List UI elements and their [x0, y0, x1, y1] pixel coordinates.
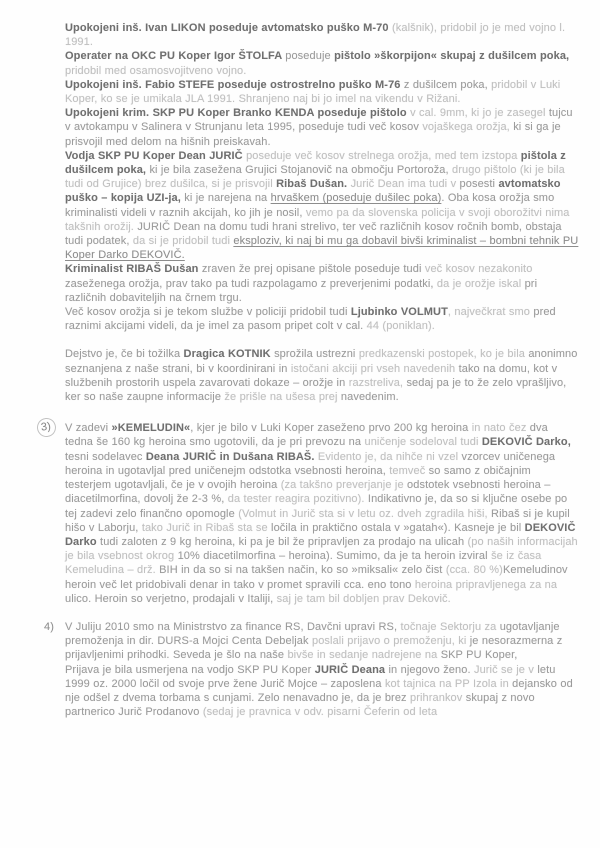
paragraph: [44, 620, 579, 663]
text-run: odstotek vsebnosti heroina – diacetilmorfina, dovolj že 2-3 %,: [65, 479, 551, 506]
text-run: posesti: [459, 178, 499, 191]
text-run: Deana JURIČ in Dušana RIBAŠ.: [145, 450, 318, 463]
text-run: z dušilcem poka,: [403, 78, 492, 91]
document-body: [40, 21, 579, 848]
text-run: da je orožje iskal: [436, 277, 525, 290]
text-run: Evidento je, da nihče ni vzel: [317, 450, 462, 463]
text-run: DEKOVIČ Darko,: [481, 436, 571, 449]
text-run: JURIČ Deana: [314, 663, 389, 676]
paragraph: [65, 106, 579, 149]
text-run: kot tajnica na PP Izola in: [384, 677, 513, 690]
list-number: 4): [44, 620, 54, 633]
text-run: eksploziv, ki naj bi mu ga dobavil bivši kriminalist – bombni tehnik PU Koper Darko DEKOVIČ.: [65, 235, 579, 262]
text-run: tesni sodelavec: [65, 450, 146, 463]
text-run: (kalšnik), pridobil jo je med vojno l. 1991.: [65, 22, 566, 49]
text-run: ulico. Heroin so verjetno, prodajali v Italiji,: [65, 592, 277, 605]
text-run: Dragica KOTNIK: [183, 348, 275, 361]
paragraph: [65, 347, 579, 404]
text-run: Operater na OKC PU Koper Igor ŠTOLFA: [65, 50, 286, 63]
text-run: zraven že prej opisane pištole poseduje tudi: [201, 263, 425, 276]
text-run: ločila in praktično ostala v »gatah«). Kasneje je bil: [271, 521, 525, 534]
text-run: vojaškega orožja,: [422, 121, 514, 134]
text-run: poslali prijavo o premoženju, ki: [311, 635, 470, 648]
text-run: Kriminalist RIBAŠ Dušan: [65, 263, 202, 276]
text-run: »KEMELUDIN«: [111, 422, 191, 435]
text-run: da tester reagira pozitivno).: [227, 493, 368, 506]
text-run: V zadevi: [65, 422, 112, 435]
text-run: pridobil med osamosvojitveno vojno.: [65, 64, 247, 77]
text-run: Dejstvo je, če bi tožilka: [65, 348, 184, 361]
text-run: pištolo »škorpijon« skupaj z dušilcem poka,: [334, 50, 570, 63]
text-run: Ribaš Dušan.: [276, 178, 351, 191]
text-run: razstreliva,: [348, 376, 407, 389]
paragraph: [65, 21, 579, 49]
text-run: Upokojeni krim. SKP PU Koper Branko KENDA poseduje pištolo: [65, 107, 411, 120]
text-run: (po naših informacijah je bila vsebnost okrog: [65, 535, 578, 563]
list-number-circled: 3): [36, 417, 57, 438]
text-run: več kosov nezakonito: [424, 263, 533, 276]
text-run: SKP PU Koper,: [440, 649, 518, 662]
text-run: Prijava je bila usmerjena na vodjo SKP PU Koper: [65, 663, 315, 676]
text-run: . Oba kosa orožja smo kriminalisti videli v raznih akcijah, ko jih je nosil,: [65, 192, 555, 219]
text-run: ugotavljanje premoženja in dir. DURS-a Mojci Centa Debeljak: [65, 620, 560, 648]
paragraph: [65, 663, 579, 720]
text-run: V Juliju 2010 smo na Ministrstvo za finance RS, Davčni upravi RS,: [65, 620, 401, 633]
text-run: tujcu v avtokampu v Salinera v Strunjanu leta 1995, poseduje tudi več kosov: [65, 107, 573, 134]
text-run: ki si ga je prisvojil med delom na hišnih preiskavah.: [65, 121, 561, 148]
text-run: v cal. 9mm, ki jo je zasegel: [410, 107, 549, 120]
text-run: pridobil v Luki Koper, ko se je umikala JLA 1991. Shranjeno naj bi jo imel na vikendu v Rižani.: [65, 78, 561, 106]
text-run: da si je pridobil tudi: [132, 235, 234, 248]
text-run: heroina pripravljenega za na: [414, 578, 558, 591]
text-run: predkazenski postopek, ko je bila: [358, 348, 529, 361]
text-run: (Volmut in Jurič sta si v letu oz. dveh zgradila hiši,: [238, 507, 492, 520]
text-run: JURIČ Dean na domu tudi hrani strelivo, ter več različnih kosov ročnih bomb, obstaja tudi podatek,: [65, 220, 562, 248]
text-run: 44 (poniklan).: [366, 320, 435, 333]
text-run: in njegovo ženo.: [388, 663, 474, 676]
text-run: skupaj z novo partnerico Jurič Prodanovo: [65, 691, 535, 719]
paragraph: [65, 149, 579, 263]
text-run: , kjer je bilo v Luki Koper zaseženo prvo 200 kg heroina: [190, 422, 472, 435]
text-run: Ljubinko VOLMUT: [350, 306, 448, 319]
text-run: poseduje več kosov strelnega orožja, med tem izstopa: [246, 149, 521, 162]
text-run: saj je tam bil dobljen prav Dekovič.: [276, 592, 451, 605]
text-run: točnaje Sektorju za: [400, 620, 500, 633]
text-run: tudi zaloten z 9 kg heroina, ki pa je bil že pripravljen za prodajo na ulicah: [100, 535, 468, 548]
text-run: Kemeludinov heroin več let pridobivali denar in tako v promet spravili cca. eno tono: [65, 564, 568, 591]
text-run: zaseženega orožja, prav tako pa tudi razpolagamo z preverjenimi podatki,: [65, 277, 437, 290]
text-run: uničenje sodeloval tudi: [364, 436, 482, 449]
text-run: pištola z dušilcem poka,: [65, 149, 566, 177]
text-run: letu 1999 oz. 2000 ločil od svoje prve žene Jurič Mojce – zaposlena: [65, 663, 556, 690]
text-run: sedaj pa je to že zelo vprašljivo, ker so naše zaupne informacije: [65, 376, 567, 404]
text-run: prihrankov: [410, 691, 466, 704]
text-run: pred raznimi akcijami videli, da je imel za pasom pripet colt v cal.: [65, 306, 556, 333]
text-run: Vodja SKP PU Koper Dean JURIČ: [65, 149, 247, 162]
text-run: hrvaškem (poseduje dušilec poka): [270, 192, 442, 205]
text-run: istočani akciji pri vseh navedenih: [290, 362, 459, 375]
text-run: Upokojeni inš. Ivan LIKON poseduje avtomatsko puško M-70: [65, 22, 392, 34]
text-run: dejansko od nje odšel z dvema torbama s cunjami. Zelo nenavadno je, da je brez: [65, 677, 573, 704]
text-run: avtomatsko puško – kopija UZI-ja,: [65, 178, 561, 205]
text-run: , največkrat smo: [447, 306, 534, 319]
paragraph: [40, 420, 579, 606]
text-run: bivše in sedanje nadrejene na: [287, 649, 441, 662]
text-run: in nato čez: [471, 422, 530, 435]
text-run: DEKOVIČ Darko: [65, 521, 576, 548]
text-run: navedenim.: [340, 391, 399, 404]
text-run: so samo z običajnim testerjem ugotavljali, če je v ovojih heroina: [65, 464, 531, 492]
text-run: Ribaš si je kupil hišo v Laborju,: [65, 507, 570, 534]
paragraph: [65, 78, 579, 106]
text-run: 10% diacetilmorfina – heroina). Sumimo, da je ta heroin izviral: [177, 550, 492, 563]
text-run: poseduje: [285, 50, 335, 63]
text-run: sprožila ustrezni: [274, 348, 359, 361]
text-run: še iz časa Kemeludina – drž.: [65, 550, 542, 577]
text-run: anonimno seznanjena z naše strani, bi v koordinirani in: [65, 348, 578, 375]
text-run: ki je bila zasežena Grujici Stojanovič na območju Portoroža,: [149, 164, 453, 177]
text-run: (cca. 80 %): [445, 564, 503, 577]
text-run: tako Jurič in Ribaš sta se: [141, 521, 272, 534]
paragraph: [65, 49, 579, 77]
text-run: Več kosov orožja si je tekom službe v policiji pridobil tudi: [65, 306, 351, 319]
paragraph: [65, 262, 579, 305]
text-run: Jurič se je v: [473, 663, 538, 676]
text-run: vzorcev uničenega heroina in ugotavljal pred uničenejm odstotka vsebnosti heroina,: [65, 450, 556, 477]
text-run: vemo pa da slovenska policija v svoji oborožitvi nima takšnih orožij.: [65, 206, 570, 233]
paragraph: [65, 305, 579, 333]
text-run: Indikativno je, da so si ključne osebe po tej zadevi zelo finančno opomogle: [65, 493, 568, 520]
text-run: dva tedna še 160 kg heroina smo ugotovili, da je pri prevozu na: [65, 422, 548, 449]
text-run: ki je narejena na: [184, 192, 271, 205]
text-run: tako na domu, kot v službenih prostorih uspela zavarovati dokaze – orožje in: [65, 362, 558, 389]
text-run: (sedaj je pravnica v odv. pisarni Čeferin od leta: [202, 706, 438, 719]
text-run: Upokojeni inš. Fabio STEFE poseduje ostrostrelno puško M-76: [65, 78, 404, 91]
text-run: drugo pištolo (ki je bila tudi od Grujice) brez dušilca, si je prisvojil: [65, 164, 565, 191]
text-run: je nesorazmerna z prijavljenimi prihodki. Seveda je šlo na naše: [65, 635, 563, 662]
text-run: že prišle na ušesa prej: [224, 391, 341, 404]
text-run: pri različnih dobaviteljih na črnem trgu.: [65, 277, 538, 304]
text-run: temveč: [389, 464, 429, 477]
text-run: (za takšno preverjanje je: [280, 479, 408, 492]
text-run: BIH in da so si na takšen način, ko so »miksali« zelo čist: [159, 564, 446, 577]
text-run: Jurič Dean ima tudi v: [350, 178, 460, 191]
